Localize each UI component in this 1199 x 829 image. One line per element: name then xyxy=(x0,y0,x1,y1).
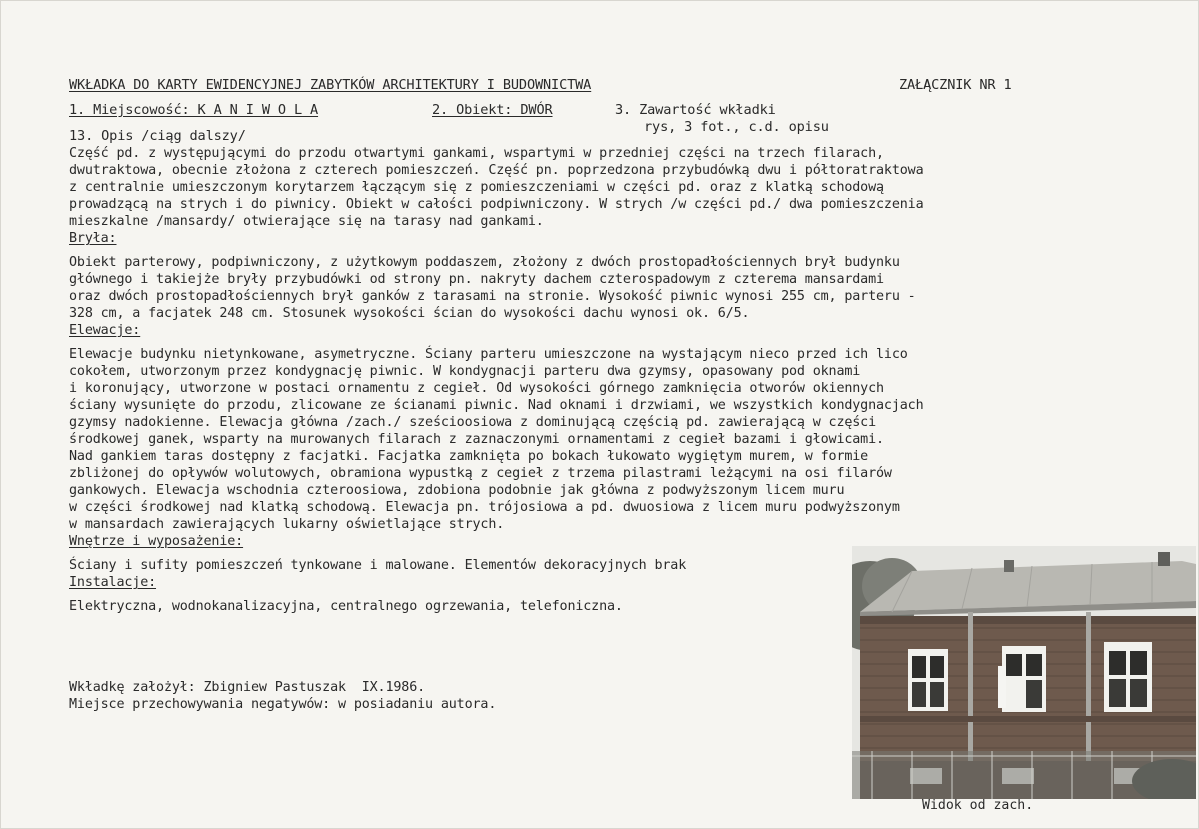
text-line: w części środkowej nad klatką schodową. Elewacja pn. trójosiowa a pd. dwuosiowa z licem muru podwyższonym xyxy=(69,500,900,515)
text-line: środkowej ganek, wsparty na murowanych filarach z zaznaczonymi ornamentami z cegieł bazami i głowicami. xyxy=(69,432,884,447)
field-contents-value: rys, 3 fot., c.d. opisu xyxy=(644,119,829,135)
text-line: Obiekt parterowy, podpiwniczony, z użytkowym poddaszem, złożony z dwóch prostopadłościennych brył budynku xyxy=(69,255,900,270)
text-line: w mansardach zawierających lukarny oświetlające strych. xyxy=(69,517,505,532)
building-photo-drawing xyxy=(852,546,1196,799)
wnetrze-text: Ściany i sufity pomieszczeń tynkowane i malowane. Elementów dekoracyjnych brak xyxy=(69,558,687,573)
bryla-heading: Bryła: xyxy=(69,231,117,246)
elewacje-heading: Elewacje: xyxy=(69,323,141,338)
wnetrze-heading: Wnętrze i wyposażenie: xyxy=(69,534,244,549)
card-title: WKŁADKA DO KARTY EWIDENCYJNEJ ZABYTKÓW ARCHITEKTURY I BUDOWNICTWA xyxy=(69,77,592,93)
text-line: z centralnie umieszczonym korytarzem łączącym się z pomieszczeniami w części pd. oraz z klatką schodową xyxy=(69,180,884,195)
text-line: ściany wysunięte do przodu, zlicowane ze ścianami piwnic. Nad oknami i drzwiami, we wszystkich kondygnacjach xyxy=(69,398,924,413)
field-contents-label: 3. Zawartość wkładki xyxy=(615,102,776,118)
building-photo xyxy=(852,546,1196,799)
author-line: Wkładkę założył: Zbigniew Pastuszak IX.1986. xyxy=(69,680,426,695)
text-line: 328 cm, a facjatek 248 cm. Stosunek wysokości ścian do wysokości dachu wynosi ok. 6/5. xyxy=(69,306,750,321)
negatives-line: Miejsce przechowywania negatywów: w posiadaniu autora. xyxy=(69,697,497,712)
text-line: gankowych. Elewacja wschodnia czteroosiowa, zdobiona podobnie jak główna z podwyższonym licem muru xyxy=(69,483,845,498)
text-line: Nad gankiem taras dostępny z facjatki. Facjatka zamknięta po bokach łukowato wygiętym murem, w formie xyxy=(69,449,869,464)
text-line: gzymsy nadokienne. Elewacja główna /zach./ sześcioosiowa z dominującą częścią pd. zawierającą w części xyxy=(69,415,877,430)
text-line: Elewacje budynku nietynkowane, asymetryczne. Ściany parteru umieszczone na wystającym nieco przed ich lico xyxy=(69,347,908,362)
attachment-label: ZAŁĄCZNIK NR 1 xyxy=(899,77,1012,93)
instalacje-text: Elektryczna, wodnokanalizacyjna, centralnego ogrzewania, telefoniczna. xyxy=(69,599,623,614)
text-line: i koronujący, utworzone w postaci ornamentu z cegieł. Od wysokości górnego zamknięcia otworów okiennych xyxy=(69,381,884,396)
text-line: mieszkalne /mansardy/ otwierające się na tarasy nad gankami. xyxy=(69,214,544,229)
text-line: dwutraktowa, obecnie złożona z czterech pomieszczeń. Część pn. poprzedzona przybudówką dwu i półtoratraktowa xyxy=(69,163,924,178)
text-line: oraz dwóch prostopadłościennych brył ganków z tarasami na stronie. Wysokość piwnic wynosi 255 cm, parteru - xyxy=(69,289,916,304)
text-line: głównego i takiejże bryły przybudówki od strony pn. nakryty dachem czterospadowym z czterema mansardami xyxy=(69,272,884,287)
text-line: Część pd. z występującymi do przodu otwartymi gankami, wspartymi w przedniej części na trzech filarach, xyxy=(69,146,884,161)
text-line: prowadzącą na strych i do piwnicy. Obiekt w całości podpiwniczony. W strych /w części pd./ dwa pomieszczenia xyxy=(69,197,924,212)
section-13-heading: 13. Opis /ciąg dalszy/ xyxy=(69,128,246,144)
field-object: 2. Obiekt: DWÓR xyxy=(432,102,553,118)
field-locality: 1. Miejscowość: K A N I W O L A xyxy=(69,102,319,118)
instalacje-heading: Instalacje: xyxy=(69,575,157,590)
text-line: cokołem, utworzonym przez kondygnację piwnic. W kondygnacji parteru dwa gzymsy, opasowany pod oknami xyxy=(69,364,861,379)
text-line: zbliżonej do opływów wolutowych, obramiona wypustką z cegieł z trzema pilastrami leżącymi na osi filarów xyxy=(69,466,892,481)
photo-caption: Widok od zach. xyxy=(922,798,1034,813)
